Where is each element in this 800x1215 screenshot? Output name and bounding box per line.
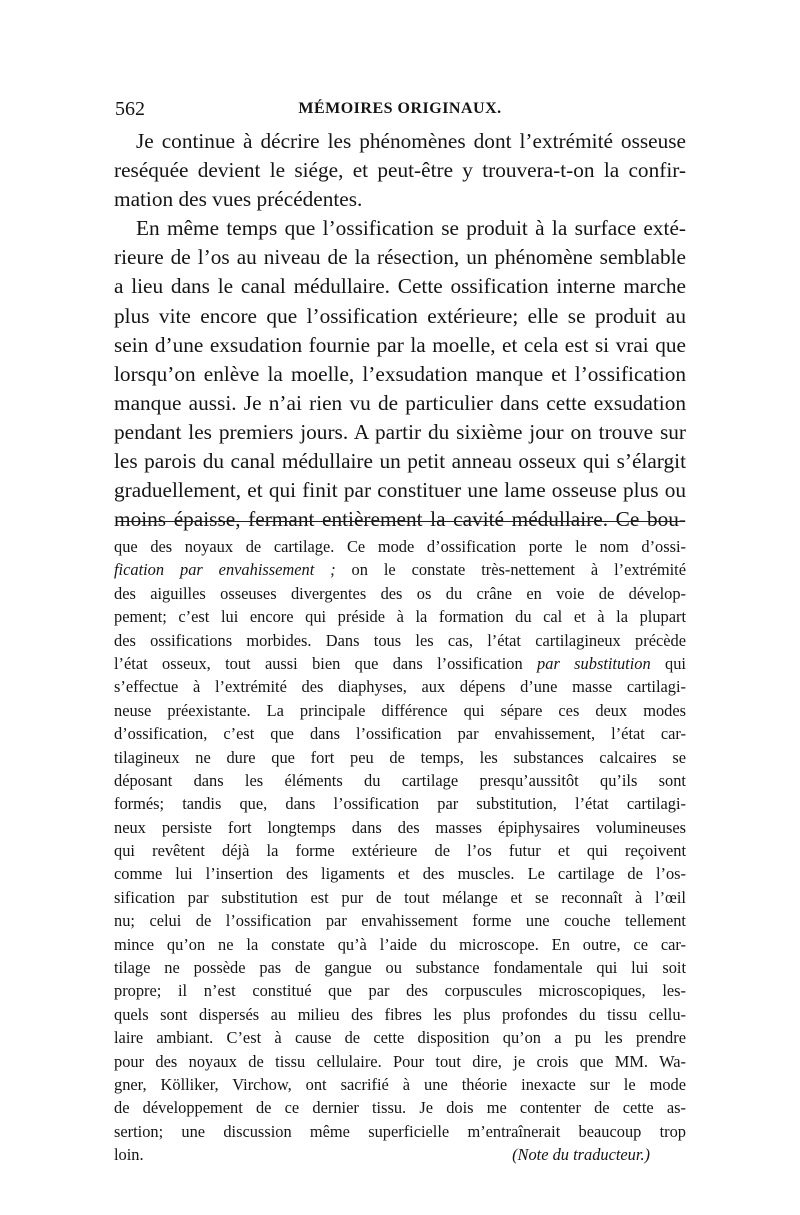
footnote-line: tilagineux ne dure que fort peu de temps, les substances calcaires se [114, 747, 686, 767]
footnote-line: des ossifications morbides. Dans tous les cas, l’état cartilagineux précède [114, 630, 686, 650]
main-line: pendant les premiers jours. A partir du sixième jour on trouve sur [114, 419, 686, 444]
footnote-line: formés; tandis que, dans l’ossification par substitution, l’état cartilagi- [114, 794, 686, 814]
footnote-line: d’ossification, c’est que dans l’ossification par envahissement, l’état car- [114, 724, 686, 744]
footnote-line: nu; celui de l’ossification par envahissement forme une couche tellement [114, 911, 686, 931]
footnote-line: sification par substitution est pur de tout mélange et se reconnaît à l’œil [114, 887, 686, 907]
footnote-line: qui revêtent déjà la forme extérieure de l’os futur et qui reçoivent [114, 841, 686, 861]
footnote-line: déposant dans les éléments du cartilage presqu’aussitôt qu’ils sont [114, 770, 686, 790]
footnote-line: pement; c’est lui encore qui préside à la formation du cal et à la plupart [114, 607, 686, 627]
footnote-line: s’effectue à l’extrémité des diaphyses, aux dépens d’une masse cartilagi- [114, 677, 686, 697]
main-line: moins épaisse, fermant entièrement la cavité médullaire. Ce bou- [114, 507, 686, 532]
footnote-line: quels sont dispersés au milieu des fibres les plus profondes du tissu cellu- [114, 1004, 686, 1024]
footnote-text: qui [650, 653, 686, 673]
footnote-line: sertion; une discussion même superficielle m’entraînerait beaucoup trop [114, 1121, 686, 1141]
footnote-line: gner, Kölliker, Virchow, ont sacrifié à une théorie inexacte sur le mode [114, 1074, 686, 1094]
footnote-line: laire ambiant. C’est à cause de cette disposition qu’on a pu les prendre [114, 1028, 686, 1048]
footnote-divider [117, 521, 682, 522]
main-line: Je continue à décrire les phénomènes dont l’extrémité osseuse [136, 129, 686, 153]
footnote-italic: fication par envahissement ; [114, 560, 336, 580]
main-line: a lieu dans le canal médullaire. Cette ossification interne marche [114, 274, 686, 299]
footnote-line: tilage ne possède pas de gangue ou substance fondamentale qui lui soit [114, 958, 686, 978]
footnote [114, 535, 686, 1167]
main-line: sein d’une exsudation fournie par la moelle, et cela est si vrai que [114, 332, 686, 357]
footnote-line: neux persiste fort longtemps dans des masses épiphysaires volumineuses [114, 817, 686, 837]
main-line: mation des vues précédentes. [114, 187, 363, 212]
footnote-line: de développement de ce dernier tissu. Je dois me contenter de cette as- [114, 1098, 686, 1118]
footnote-line [114, 652, 686, 675]
footnote-line: des aiguilles osseuses divergentes des os du crâne en voie de dévelop- [114, 583, 686, 603]
footnote-line: mince qu’on ne la constate qu’à l’aide du microscope. En outre, ce car- [114, 934, 686, 954]
main-line: manque aussi. Je n’ai rien vu de particulier dans cette exsudation [114, 390, 686, 415]
footnote-text: loin. [114, 1145, 144, 1165]
main-line: lorsqu’on enlève la moelle, l’exsudation manque et l’ossification [114, 361, 686, 386]
page-header [115, 98, 685, 124]
footnote-text: on le constate très-nettement à l’extrémité [335, 560, 686, 580]
translator-note: (Note du traducteur.) [512, 1145, 650, 1165]
page-number: 562 [115, 98, 145, 120]
footnote-line [114, 558, 686, 581]
footnote-text: l’état osseux, tout aussi bien que dans l’ossification [114, 653, 538, 673]
main-line: rieure de l’os au niveau de la résection, un phénomène semblable [114, 245, 686, 270]
footnote-line: neuse préexistante. La principale différence qui sépare ces deux modes [114, 700, 686, 720]
footnote-line [114, 1143, 686, 1166]
main-line: les parois du canal médullaire un petit anneau osseux qui s’élargit [114, 449, 686, 474]
footnote-line: pour des noyaux de tissu cellulaire. Pour tout dire, je crois que MM. Wa- [114, 1051, 686, 1071]
footnote-line: comme lui l’insertion des ligaments et des muscles. Le cartilage de l’os- [114, 864, 686, 884]
footnote-italic: par substitution [537, 653, 651, 673]
main-line: reséquée devient le siége, et peut-être y trouvera-t-on la confir- [114, 158, 686, 183]
main-line: plus vite encore que l’ossification extérieure; elle se produit au [114, 303, 686, 328]
running-head: MÉMOIRES ORIGINAUX. [298, 100, 502, 117]
footnote-line: que des noyaux de cartilage. Ce mode d’ossification porte le nom d’ossi- [114, 537, 686, 556]
main-line: En même temps que l’ossification se produit à la surface exté- [136, 216, 686, 241]
main-line: graduellement, et qui finit par constituer une lame osseuse plus ou [114, 478, 686, 503]
footnote-line: propre; il n’est constitué que par des corpuscules microscopiques, les- [114, 981, 686, 1001]
main-text [114, 127, 686, 534]
